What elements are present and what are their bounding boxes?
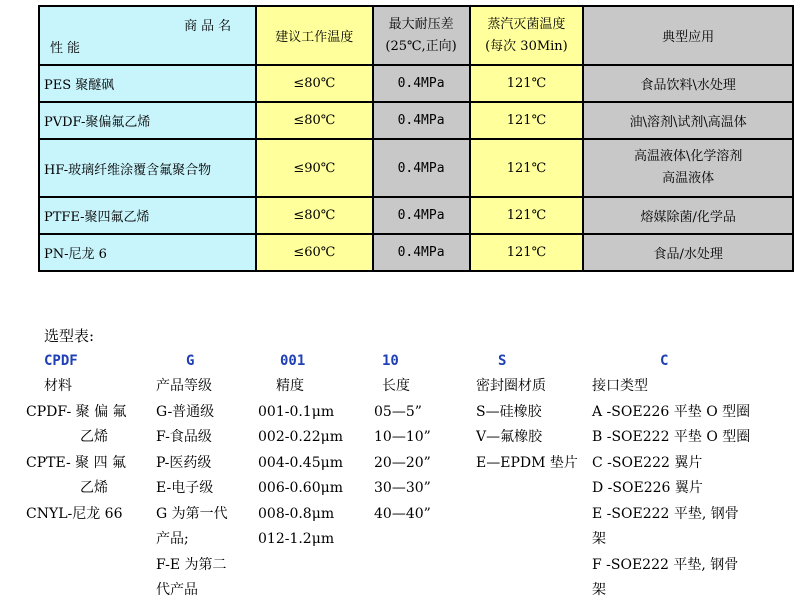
header-pressure xyxy=(373,6,470,65)
precision-line: 012-1.2μm xyxy=(258,531,335,547)
grade-line: 代产品 xyxy=(156,582,198,598)
code-seal: S xyxy=(498,353,507,369)
interface-line: A -SOE226 平垫 O 型圈 xyxy=(592,403,751,420)
row-temp: ≤60℃ xyxy=(256,234,372,271)
row-name: PES 聚醚砜 xyxy=(39,65,256,102)
length-line: 30—30” xyxy=(374,480,431,496)
precision-line: 006-0.60μm xyxy=(258,480,343,496)
material-line: 乙烯 xyxy=(80,480,108,496)
grade-line: 产品; xyxy=(156,531,189,547)
code-interface: C xyxy=(660,353,669,369)
header-application: 典型应用 xyxy=(583,6,793,65)
row-steam: 121℃ xyxy=(470,197,584,234)
material-column xyxy=(26,374,146,527)
header-steam-line2: (每次 30Min) xyxy=(485,38,568,54)
seal-line: V—氟橡胶 xyxy=(476,429,543,445)
grade-line: E-电子级 xyxy=(156,480,214,496)
grade-line: P-医药级 xyxy=(156,454,212,471)
header-temp: 建议工作温度 xyxy=(256,6,372,65)
material-line: 乙烯 xyxy=(80,429,108,445)
grade-column xyxy=(156,374,246,604)
header-pressure-line1: 最大耐压差 xyxy=(388,16,454,32)
row-application: 熔媒除菌/化学品 xyxy=(583,197,793,234)
material-line: CNYL-尼龙 66 xyxy=(26,505,123,522)
interface-line: F -SOE222 平垫, 钢骨 xyxy=(592,556,739,573)
length-line: 40—40” xyxy=(374,505,431,522)
interface-line: 架 xyxy=(592,531,606,547)
spec-table xyxy=(38,5,794,272)
row-name: PTFE-聚四氟乙烯 xyxy=(39,197,256,234)
seal-line: S—硅橡胶 xyxy=(476,403,542,420)
row-application: 食品饮料\水处理 xyxy=(583,65,793,102)
row-steam: 121℃ xyxy=(470,139,584,197)
row-pressure: 0.4MPa xyxy=(373,139,470,197)
length-line: 10—10” xyxy=(374,429,431,445)
header-steam xyxy=(470,6,584,65)
length-column xyxy=(374,374,464,527)
table-row xyxy=(39,102,793,139)
row-application xyxy=(583,139,793,197)
row-temp: ≤80℃ xyxy=(256,65,372,102)
row-name: HF-玻璃纤维涂覆含氟聚合物 xyxy=(39,139,256,197)
length-line: 05—5” xyxy=(374,403,422,420)
code-material: CPDF xyxy=(44,353,78,369)
code-grade: G xyxy=(186,353,195,369)
row-pressure: 0.4MPa xyxy=(373,234,470,271)
interface-line: E -SOE222 平垫, 钢骨 xyxy=(592,505,739,522)
row-pressure: 0.4MPa xyxy=(373,65,470,102)
grade-heading: 产品等级 xyxy=(156,378,212,394)
seal-heading: 密封圈材质 xyxy=(476,378,546,394)
interface-line: C -SOE222 翼片 xyxy=(592,454,703,471)
seal-column xyxy=(476,374,586,476)
grade-line: F-E 为第二 xyxy=(156,556,227,573)
selection-title: 选型表: xyxy=(44,327,95,345)
row-application-line2: 高温液体 xyxy=(662,171,715,186)
header-pressure-line2: (25℃,正向) xyxy=(385,38,457,54)
table-header-row xyxy=(39,6,793,65)
row-application: 食品/水处理 xyxy=(583,234,793,271)
table-row xyxy=(39,65,793,102)
seal-line: E—EPDM 垫片 xyxy=(476,454,578,471)
table-row xyxy=(39,139,793,197)
row-application: 油\溶剂\试剂\高温体 xyxy=(583,102,793,139)
precision-heading: 精度 xyxy=(276,378,304,394)
row-temp: ≤90℃ xyxy=(256,139,372,197)
length-line: 20—20” xyxy=(374,454,431,471)
row-name: PVDF-聚偏氟乙烯 xyxy=(39,102,256,139)
row-temp: ≤80℃ xyxy=(256,197,372,234)
row-pressure: 0.4MPa xyxy=(373,102,470,139)
row-application-line1: 高温液体\化学溶剂 xyxy=(633,149,743,164)
interface-line: D -SOE226 翼片 xyxy=(592,480,703,496)
grade-line: F-食品级 xyxy=(156,429,212,445)
row-name: PN-尼龙 6 xyxy=(39,234,256,271)
interface-heading: 接口类型 xyxy=(592,378,648,394)
precision-line: 002-0.22μm xyxy=(258,429,343,445)
interface-column xyxy=(592,374,782,604)
header-product-name: 商品名 xyxy=(184,19,236,34)
material-line: CPTE- 聚 四 氟 xyxy=(26,454,127,471)
row-steam: 121℃ xyxy=(470,65,584,102)
precision-column xyxy=(258,374,358,553)
precision-line: 001-0.1μm xyxy=(258,403,335,420)
code-precision: 001 xyxy=(280,353,306,369)
header-steam-line1: 蒸汽灭菌温度 xyxy=(487,16,566,32)
row-steam: 121℃ xyxy=(470,102,584,139)
interface-line: B -SOE222 平垫 O 型圈 xyxy=(592,429,751,445)
row-pressure: 0.4MPa xyxy=(373,197,470,234)
material-heading: 材料 xyxy=(44,378,72,394)
header-name-cell xyxy=(39,6,256,65)
material-line: CPDF- 聚 偏 氟 xyxy=(26,403,127,420)
grade-line: G-普通级 xyxy=(156,403,215,420)
table-row xyxy=(39,197,793,234)
grade-line: G 为第一代 xyxy=(156,505,228,522)
precision-line: 008-0.8μm xyxy=(258,505,335,522)
header-performance: 性能 xyxy=(50,41,85,56)
row-temp: ≤80℃ xyxy=(256,102,372,139)
table-row xyxy=(39,234,793,271)
row-steam: 121℃ xyxy=(470,234,584,271)
length-heading: 长度 xyxy=(382,378,410,394)
interface-line: 架 xyxy=(592,582,606,598)
precision-line: 004-0.45μm xyxy=(258,454,343,471)
code-length: 10 xyxy=(382,353,399,369)
